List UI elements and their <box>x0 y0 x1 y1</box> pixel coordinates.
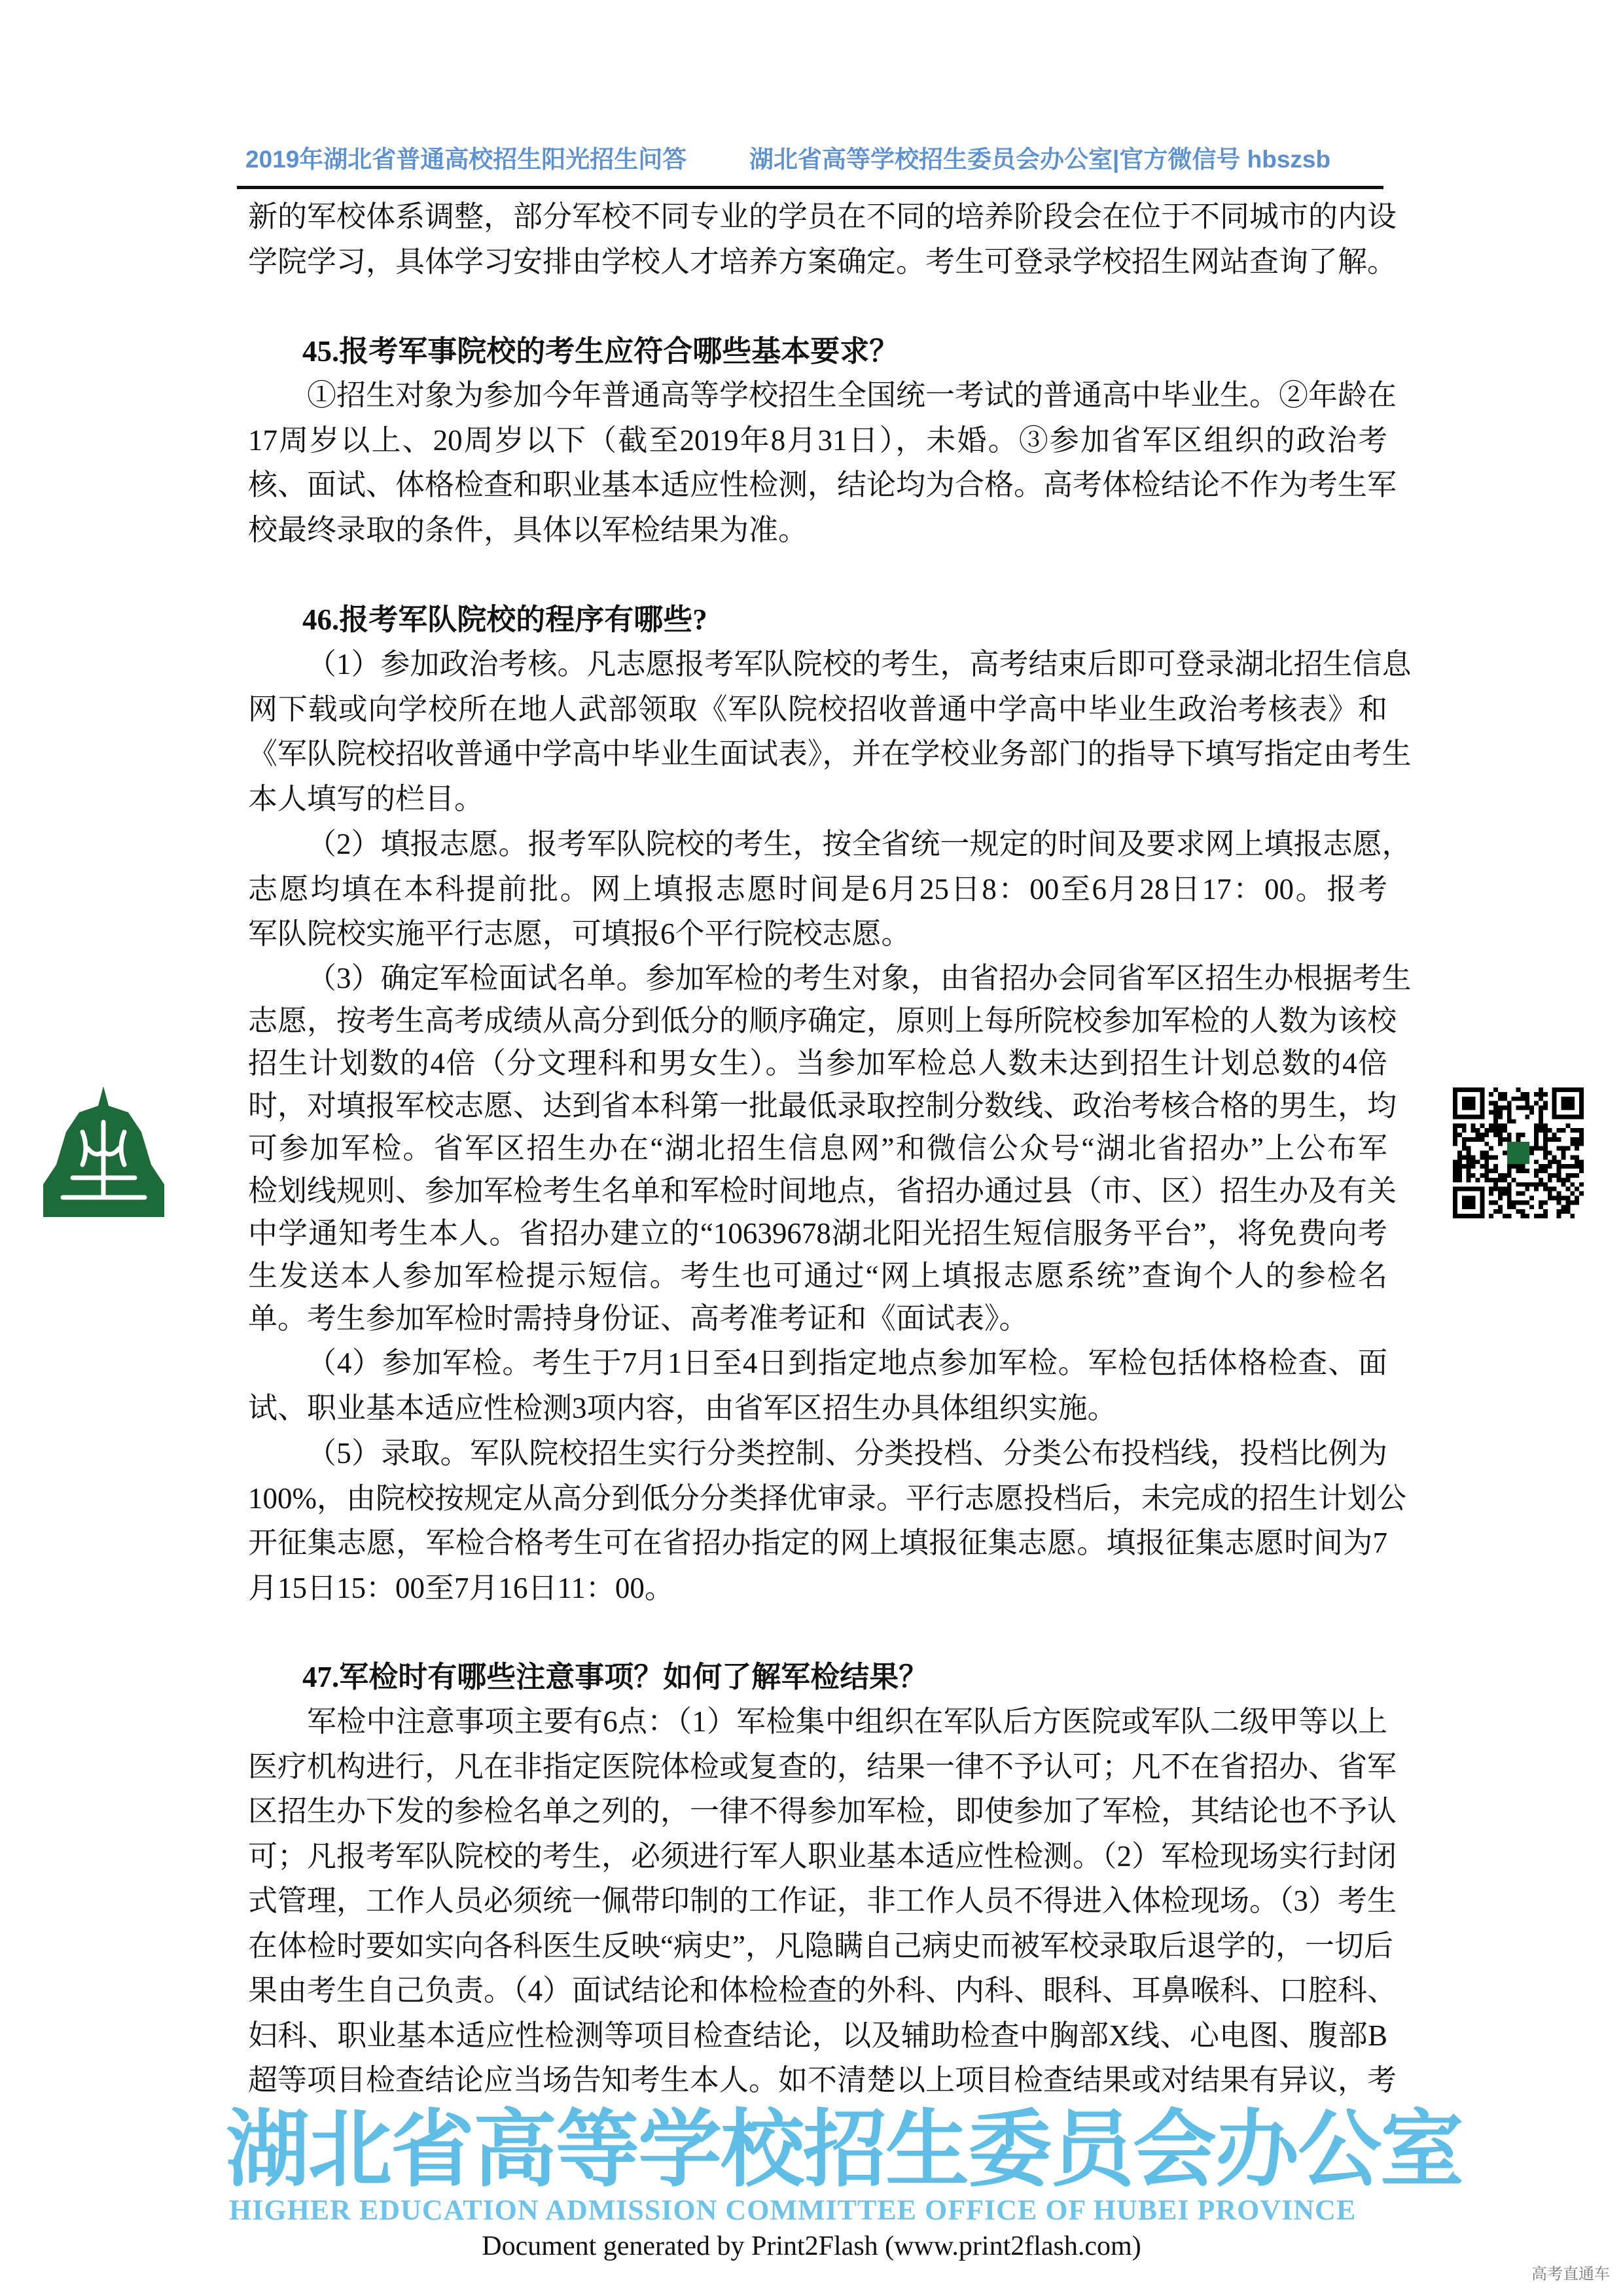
text-line: 区招生办下发的参检名单之列的，一律不得参加军检，即使参加了军检，其结论也不予认 <box>248 1795 1397 1828</box>
text-line: （4）参加军检。考生于7月1日至4日到指定地点参加军检。军检包括体格检查、面 <box>307 1347 1387 1379</box>
text-line: 100%，由院校按规定从高分到低分分类择优审录。平行志愿投档后，未完成的招生计划公 <box>248 1481 1406 1515</box>
paragraph <box>248 194 1397 284</box>
paragraph <box>248 642 1412 821</box>
text-line: 果由考生自己负责。（4）面试结论和体检检查的外科、内科、眼科、耳鼻喉科、口腔科、 <box>248 1974 1397 2007</box>
text-line: 中学通知考生本人。省招办建立的“10639678湖北阳光招生短信服务平台”，将免费向考 <box>248 1217 1387 1250</box>
text-line: 军队院校实施平行志愿，可填报6个平行院校志愿。 <box>248 917 911 950</box>
text-line: 校最终录取的条件，具体以军检结果为准。 <box>248 513 808 546</box>
question-heading: 46.报考军队院校的程序有哪些? <box>302 603 707 636</box>
header-office: 湖北省高等学校招生委员会办公室|官方微信号 hbszsb <box>749 146 1331 173</box>
header-rule <box>237 186 1383 189</box>
paragraph <box>248 373 1397 552</box>
paragraph <box>248 957 1412 1340</box>
text-line: （5）录取。军队院校招生实行分类控制、分类投档、分类公布投档线，投档比例为 <box>307 1437 1387 1470</box>
admission-office-logo <box>43 1086 164 1217</box>
footer-generator-note: Document generated by Print2Flash (www.print2flash.com) <box>482 2231 1141 2261</box>
text-line: 本人填写的栏目。 <box>248 782 484 815</box>
text-line: 月15日15：00至7月16日11：00。 <box>248 1571 674 1604</box>
text-line: （3）确定军检面试名单。参加军检的考生对象，由省招办会同省军区招生办根据考生 <box>307 962 1412 995</box>
text-line: 17周岁以上、20周岁以下（截至2019年8月31日），未婚。③参加省军区组织的政治考 <box>248 423 1387 457</box>
text-line: （2）填报志愿。报考军队院校的考生，按全省统一规定的时间及要求网上填报志愿， <box>307 828 1412 860</box>
text-line: 可参加军检。省军区招生办在“湖北招生信息网”和微信公众号“湖北省招办”上公布军 <box>248 1132 1387 1165</box>
text-line: 志愿均填在本科提前批。网上填报志愿时间是6月25日8：00至6月28日17：00。报考 <box>248 872 1387 906</box>
text-line: （1）参加政治考核。凡志愿报考军队院校的考生，高考结束后即可登录湖北招生信息 <box>307 648 1412 680</box>
text-line: 妇科、职业基本适应性检测等项目检查结论，以及辅助检查中胸部X线、心电图、腹部B <box>248 2019 1387 2052</box>
text-line: 式管理，工作人员必须统一佩带印制的工作证，非工作人员不得进入体检现场。（3）考生 <box>248 1884 1397 1917</box>
text-line: 网下载或向学校所在地人武部领取《军队院校招收普通中学高中毕业生政治考核表》和 <box>248 692 1387 726</box>
text-line: 军检中注意事项主要有6点：（1）军检集中组织在军队后方医院或军队二级甲等以上 <box>307 1705 1387 1738</box>
text-line: 开征集志愿，军检合格考生可在省招办指定的网上填报征集志愿。填报征集志愿时间为7 <box>248 1527 1387 1559</box>
corner-watermark: 高考直通车 <box>1531 2265 1610 2283</box>
qr-code[interactable] <box>1450 1087 1587 1218</box>
paragraph <box>248 1699 1397 2103</box>
paragraph <box>248 1431 1406 1610</box>
text-line: 招生计划数的4倍（分文理科和男女生）。当参加军检总人数未达到招生计划总数的4倍 <box>248 1047 1387 1080</box>
text-line: 时，对填报军校志愿、达到省本科第一批最低录取控制分数线、政治考核合格的男生，均 <box>248 1089 1397 1122</box>
text-line: 《军队院校招收普通中学高中毕业生面试表》，并在学校业务部门的指导下填写指定由考生 <box>248 737 1412 770</box>
text-line: ①招生对象为参加今年普通高等学校招生全国统一考试的普通高中毕业生。②年龄在 <box>307 379 1397 412</box>
text-line: 学院学习，具体学习安排由学校人才培养方案确定。考生可登录学校招生网站查询了解。 <box>248 245 1397 278</box>
watermark-subtitle: HIGHER EDUCATION ADMISSION COMMITTEE OFFICE OF HUBEI PROVINCE <box>229 2194 1357 2226</box>
text-line: 志愿，按考生高考成绩从高分到低分的顺序确定，原则上每所院校参加军检的人数为该校 <box>248 1004 1397 1037</box>
text-line: 单。考生参加军检时需持身份证、高考准考证和《面试表》。 <box>248 1302 1029 1335</box>
watermark-title: 湖北省高等学校招生委员会办公室 <box>226 2103 1463 2197</box>
question-heading: 47.军检时有哪些注意事项？如何了解军检结果？ <box>302 1661 929 1693</box>
text-line: 试、职业基本适应性检测3项内容，由省军区招生办具体组织实施。 <box>248 1391 1117 1424</box>
paragraph <box>248 1341 1387 1430</box>
text-line: 超等项目检查结论应当场告知考生本人。如不清楚以上项目检查结果或对结果有异议，考 <box>248 2064 1397 2096</box>
text-line: 医疗机构进行，凡在非指定医院体检或复查的，结果一律不予认可；凡不在省招办、省军 <box>248 1750 1397 1783</box>
text-line: 新的军校体系调整，部分军校不同专业的学员在不同的培养阶段会在位于不同城市的内设 <box>248 200 1397 233</box>
text-line: 检划线规则、参加军检考生名单和军检时间地点，省招办通过县（市、区）招生办及有关 <box>248 1174 1397 1207</box>
text-line: 生发送本人参加军检提示短信。考生也可通过“网上填报志愿系统”查询个人的参检名 <box>248 1260 1387 1292</box>
text-line: 核、面试、体格检查和职业基本适应性检测，结论均为合格。高考体检结论不作为考生军 <box>248 468 1397 501</box>
paragraph <box>248 822 1412 957</box>
text-line: 在体检时要如实向各科医生反映“病史”，凡隐瞒自己病史而被军校录取后退学的，一切后 <box>248 1929 1393 1962</box>
question-heading: 45.报考军事院校的考生应符合哪些基本要求？ <box>302 335 899 368</box>
text-line: 可；凡报考军队院校的考生，必须进行军人职业基本适应性检测。（2）军检现场实行封闭 <box>248 1839 1397 1873</box>
header-title: 2019年湖北省普通高校招生阳光招生问答 <box>245 146 687 173</box>
